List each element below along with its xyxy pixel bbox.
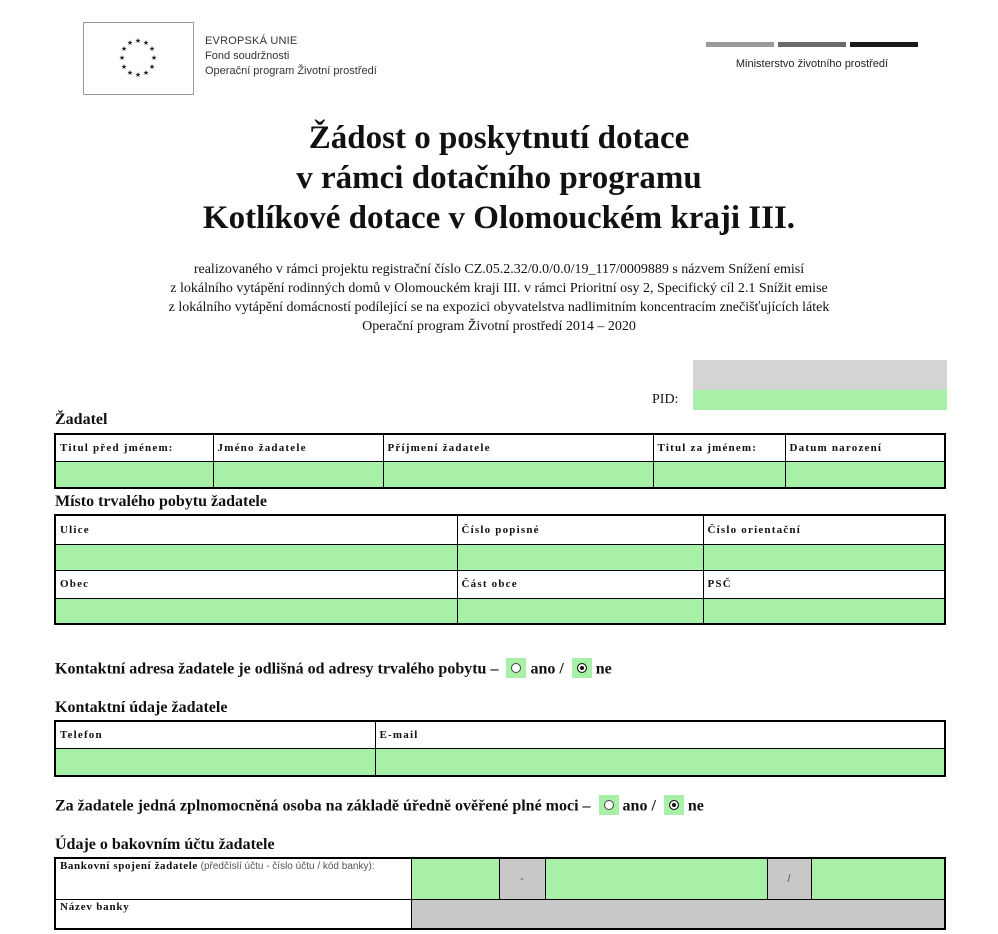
contact-address-no-label: ne xyxy=(595,660,612,678)
eu-flag-logo xyxy=(83,22,194,95)
first-name-input[interactable] xyxy=(213,461,383,488)
street-input[interactable] xyxy=(55,544,457,570)
postal-code-input[interactable] xyxy=(703,598,945,624)
birth-date-input[interactable] xyxy=(785,461,945,488)
col-postal-code: PSČ xyxy=(703,570,945,598)
eu-caption xyxy=(205,34,377,79)
bank-name-label: Název banky xyxy=(55,899,411,929)
email-input[interactable] xyxy=(375,748,945,776)
bank-account-label-hint: (předčíslí účtu - číslo účtu / kód banky): xyxy=(200,861,375,872)
subtitle-line-2: z lokálního vytápění rodinných domů v Olomouckém kraji III. v rámci Prioritní osy 2, Specifický cíl 2.1 Snížit emise xyxy=(170,281,828,296)
account-prefix-input[interactable] xyxy=(411,858,499,899)
col-email: E-mail xyxy=(375,721,945,748)
last-name-input[interactable] xyxy=(383,461,653,488)
contact-address-question xyxy=(55,660,612,680)
form-title xyxy=(0,118,998,238)
svg-text:★: ★ xyxy=(142,39,150,47)
municipality-input[interactable] xyxy=(55,598,457,624)
subtitle-line-1: realizovaného v rámci projektu registrační číslo CZ.05.2.32/0.0/0.0/19_117/0009889 s názvem Snížení emisí xyxy=(193,262,805,277)
radio-empty-icon xyxy=(511,663,521,673)
svg-text:★: ★ xyxy=(134,71,142,79)
proxy-label: Za žadatele jedná zplnomocněná osoba na základě úředně ověřené plné moci – xyxy=(55,797,591,815)
col-street: Ulice xyxy=(55,515,457,544)
bank-code-input[interactable] xyxy=(811,858,945,899)
orientation-number-input[interactable] xyxy=(703,544,945,570)
ministry-bar-3 xyxy=(850,42,918,47)
eu-stars-icon xyxy=(84,23,193,94)
title-before-input[interactable] xyxy=(55,461,213,488)
svg-text:★: ★ xyxy=(142,69,150,77)
svg-text:★: ★ xyxy=(120,63,128,71)
svg-text:★: ★ xyxy=(150,54,158,62)
bank-account-label xyxy=(55,858,411,899)
proxy-no-label: ne xyxy=(687,797,704,815)
svg-text:★: ★ xyxy=(118,54,126,62)
municipality-part-input[interactable] xyxy=(457,598,703,624)
pid-input[interactable] xyxy=(693,390,947,410)
account-slash-separator: / xyxy=(767,858,811,899)
applicant-heading: Žadatel xyxy=(55,411,108,428)
contact-address-label: Kontaktní adresa žadatele je odlišná od adresy trvalého pobytu – xyxy=(55,660,499,678)
ministry-bar-2 xyxy=(778,42,846,47)
svg-text:★: ★ xyxy=(134,37,142,45)
col-municipality-part: Část obce xyxy=(457,570,703,598)
col-municipality: Obec xyxy=(55,570,457,598)
bank-account-label-bold: Bankovní spojení žadatele xyxy=(60,860,198,872)
subtitle-line-3: z lokálního vytápění domácností podílející se na expozici obyvatelstva nadlimitním koncentracím znečišťujících látek xyxy=(168,300,830,315)
form-subtitle xyxy=(30,260,968,336)
title-line-1: Žádost o poskytnutí dotace xyxy=(308,120,690,156)
col-first-name: Jméno žadatele xyxy=(213,434,383,461)
account-dash-separator: - xyxy=(499,858,545,899)
title-line-3: Kotlíkové dotace v Olomouckém kraji III. xyxy=(202,200,796,236)
bank-table xyxy=(54,857,946,930)
bank-heading: Údaje o bakovním účtu žadatele xyxy=(55,836,275,853)
ministry-bar-1 xyxy=(706,42,774,47)
eu-line-1: EVROPSKÁ UNIE xyxy=(205,35,298,47)
phone-input[interactable] xyxy=(55,748,375,776)
contact-heading: Kontaktní údaje žadatele xyxy=(55,699,228,716)
col-last-name: Příjmení žadatele xyxy=(383,434,653,461)
house-number-input[interactable] xyxy=(457,544,703,570)
proxy-no-radio[interactable] xyxy=(664,795,684,815)
svg-text:★: ★ xyxy=(126,39,134,47)
ministry-logo-bars xyxy=(706,42,918,47)
radio-selected-icon xyxy=(577,663,587,673)
col-orientation-number: Číslo orientační xyxy=(703,515,945,544)
contact-address-no-radio[interactable] xyxy=(572,658,592,678)
col-title-after: Titul za jménem: xyxy=(653,434,785,461)
col-house-number: Číslo popisné xyxy=(457,515,703,544)
radio-selected-icon xyxy=(669,800,679,810)
proxy-yes-label: ano / xyxy=(622,797,656,815)
col-title-before: Titul před jménem: xyxy=(55,434,213,461)
eu-line-2: Fond soudržnosti xyxy=(205,50,290,62)
svg-text:★: ★ xyxy=(148,45,156,53)
svg-text:★: ★ xyxy=(120,45,128,53)
title-after-input[interactable] xyxy=(653,461,785,488)
pid-label: PID: xyxy=(652,392,679,407)
ministry-name: Ministerstvo životního prostředí xyxy=(735,58,889,70)
applicant-table xyxy=(54,433,946,489)
subtitle-line-4: Operační program Životní prostředí 2014 – 2020 xyxy=(362,319,636,334)
contact-address-yes-radio[interactable] xyxy=(506,658,526,678)
pid-reserved-field xyxy=(693,360,947,390)
title-line-2: v rámci dotačního programu xyxy=(296,160,702,196)
radio-empty-icon xyxy=(604,800,614,810)
col-birth-date: Datum narození xyxy=(785,434,945,461)
proxy-question xyxy=(55,797,704,817)
col-phone: Telefon xyxy=(55,721,375,748)
svg-text:★: ★ xyxy=(148,63,156,71)
contact-address-yes-label: ano / xyxy=(530,660,564,678)
residence-heading: Místo trvalého pobytu žadatele xyxy=(55,493,267,510)
account-number-input[interactable] xyxy=(545,858,767,899)
bank-name-field xyxy=(411,899,945,929)
eu-line-3: Operační program Životní prostředí xyxy=(205,65,377,77)
svg-text:★: ★ xyxy=(126,69,134,77)
contact-table xyxy=(54,720,946,777)
residence-table xyxy=(54,514,946,625)
proxy-yes-radio[interactable] xyxy=(599,795,619,815)
